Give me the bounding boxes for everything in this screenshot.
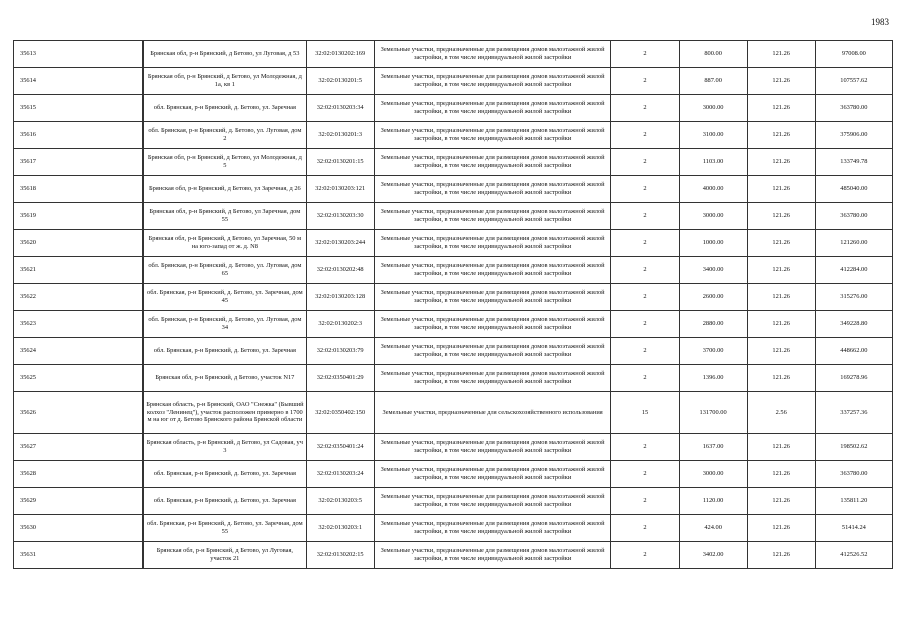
cadastral-number-cell: 32:02:0130203:34 [306, 95, 374, 122]
address-cell: Брянская обл, р-н Брянский, д Бетово, ул Заречная, д 26 [144, 176, 307, 203]
table-row [14, 41, 893, 68]
table-row [14, 365, 893, 392]
cadastral-number-cell: 32:02:0130203:244 [306, 230, 374, 257]
land-use-cell: Земельные участки, предназначенные для размещения домов малоэтажной жилой застройки, в том числе индивидуальной жилой застройки [374, 149, 611, 176]
land-use-cell: Земельные участки, предназначенные для размещения домов малоэтажной жилой застройки, в том числе индивидуальной жилой застройки [374, 41, 611, 68]
group-code-cell: 2 [611, 41, 679, 68]
land-use-cell: Земельные участки, предназначенные для размещения домов малоэтажной жилой застройки, в том числе индивидуальной жилой застройки [374, 338, 611, 365]
cadastral-value-cell: 169278.96 [815, 365, 892, 392]
table-row [14, 230, 893, 257]
cadastral-value-cell: 198502.62 [815, 434, 892, 461]
land-use-cell: Земельные участки, предназначенные для размещения домов малоэтажной жилой застройки, в том числе индивидуальной жилой застройки [374, 311, 611, 338]
row-number-cell: 35615 [14, 95, 143, 122]
land-use-cell: Земельные участки, предназначенные для размещения домов малоэтажной жилой застройки, в том числе индивидуальной жилой застройки [374, 68, 611, 95]
row-number-cell: 35617 [14, 149, 143, 176]
row-number-cell: 35629 [14, 488, 143, 515]
area-cell: 3100.00 [679, 122, 747, 149]
cadastral-number-cell: 32:02:0130203:30 [306, 203, 374, 230]
cadastral-number-cell: 32:02:0130202:48 [306, 257, 374, 284]
cadastral-number-cell: 32:02:0350401:24 [306, 434, 374, 461]
row-number-cell: 35620 [14, 230, 143, 257]
cadastral-number-cell: 32:02:0130203:128 [306, 284, 374, 311]
cadastral-number-cell: 32:02:0350401:29 [306, 365, 374, 392]
area-cell: 3000.00 [679, 95, 747, 122]
land-use-cell: Земельные участки, предназначенные для размещения домов малоэтажной жилой застройки, в том числе индивидуальной жилой застройки [374, 176, 611, 203]
specific-value-cell: 121.26 [747, 95, 815, 122]
specific-value-cell: 121.26 [747, 176, 815, 203]
specific-value-cell: 121.26 [747, 122, 815, 149]
land-use-cell: Земельные участки, предназначенные для сельскохозяйственного использования [374, 392, 611, 434]
address-cell: обл. Брянская, р-н Брянский, д. Бетово, ул. Заречная, дом 55 [144, 515, 307, 542]
specific-value-cell: 121.26 [747, 434, 815, 461]
group-code-cell: 2 [611, 542, 679, 569]
area-cell: 3402.00 [679, 542, 747, 569]
address-cell: обл. Брянская, р-н Брянский, д. Бетово, ул. Луговая, дом 65 [144, 257, 307, 284]
cadastral-value-cell: 337257.36 [815, 392, 892, 434]
group-code-cell: 2 [611, 311, 679, 338]
table-row [14, 461, 893, 488]
specific-value-cell: 121.26 [747, 284, 815, 311]
cadastral-value-cell: 363780.00 [815, 95, 892, 122]
row-number-cell: 35627 [14, 434, 143, 461]
address-cell: обл. Брянская, р-н Брянский, д. Бетово, ул. Заречная [144, 461, 307, 488]
cadastral-value-cell: 107557.62 [815, 68, 892, 95]
specific-value-cell: 121.26 [747, 365, 815, 392]
address-cell: Брянская обл, р-н Брянский, д Бетово, ул Молодежная, д 5 [144, 149, 307, 176]
area-cell: 131700.00 [679, 392, 747, 434]
cadastral-number-cell: 32:02:0130201:3 [306, 122, 374, 149]
address-cell: обл. Брянская, р-н Брянский, д. Бетово, ул. Заречная [144, 488, 307, 515]
cadastral-number-cell: 32:02:0130202:169 [306, 41, 374, 68]
table-row [14, 176, 893, 203]
cadastral-number-cell: 32:02:0130201:5 [306, 68, 374, 95]
address-cell: Брянская обл, р-н Брянский, д Бетово, участок N17 [144, 365, 307, 392]
address-cell: обл. Брянская, р-н Брянский, д. Бетово, ул. Заречная, дом 45 [144, 284, 307, 311]
area-cell: 1637.00 [679, 434, 747, 461]
row-number-cell: 35614 [14, 68, 143, 95]
group-code-cell: 15 [611, 392, 679, 434]
table-row [14, 311, 893, 338]
cadastral-value-table [13, 40, 893, 569]
specific-value-cell: 121.26 [747, 149, 815, 176]
cadastral-value-cell: 135811.20 [815, 488, 892, 515]
area-cell: 887.00 [679, 68, 747, 95]
cadastral-value-cell: 315276.00 [815, 284, 892, 311]
table-row [14, 257, 893, 284]
table-row [14, 488, 893, 515]
address-cell: Брянская обл, р-н Брянский, д Бетово, ул Луговая, участок 21 [144, 542, 307, 569]
cadastral-value-cell: 349228.80 [815, 311, 892, 338]
group-code-cell: 2 [611, 365, 679, 392]
row-number-cell: 35616 [14, 122, 143, 149]
area-cell: 1120.00 [679, 488, 747, 515]
address-cell: Брянская обл, р-н Брянский, д Бетово, ул Заречная, 50 м на юго-запад от ж. д. N8 [144, 230, 307, 257]
cadastral-value-cell: 448662.00 [815, 338, 892, 365]
area-cell: 1103.00 [679, 149, 747, 176]
land-use-cell: Земельные участки, предназначенные для размещения домов малоэтажной жилой застройки, в том числе индивидуальной жилой застройки [374, 122, 611, 149]
cadastral-number-cell: 32:02:0130201:15 [306, 149, 374, 176]
table-row [14, 338, 893, 365]
land-use-cell: Земельные участки, предназначенные для размещения домов малоэтажной жилой застройки, в том числе индивидуальной жилой застройки [374, 542, 611, 569]
area-cell: 1396.00 [679, 365, 747, 392]
group-code-cell: 2 [611, 338, 679, 365]
group-code-cell: 2 [611, 461, 679, 488]
table-row [14, 122, 893, 149]
specific-value-cell: 121.26 [747, 311, 815, 338]
address-cell: обл. Брянская, р-н Брянский, д. Бетово, ул. Луговая, дом 2 [144, 122, 307, 149]
area-cell: 4000.00 [679, 176, 747, 203]
address-cell: Брянская область, р-н Брянский, д Бетово, ул Садовая, уч 3 [144, 434, 307, 461]
cadastral-number-cell: 32:02:0130202:15 [306, 542, 374, 569]
cadastral-value-cell: 97008.00 [815, 41, 892, 68]
specific-value-cell: 121.26 [747, 230, 815, 257]
cadastral-number-cell: 32:02:0130203:1 [306, 515, 374, 542]
cadastral-value-cell: 363780.00 [815, 461, 892, 488]
group-code-cell: 2 [611, 95, 679, 122]
area-cell: 3400.00 [679, 257, 747, 284]
cadastral-number-cell: 32:02:0350402:150 [306, 392, 374, 434]
cadastral-number-cell: 32:02:0130203:79 [306, 338, 374, 365]
group-code-cell: 2 [611, 257, 679, 284]
group-code-cell: 2 [611, 434, 679, 461]
row-number-cell: 35625 [14, 365, 143, 392]
row-number-cell: 35628 [14, 461, 143, 488]
area-cell: 3700.00 [679, 338, 747, 365]
cadastral-number-cell: 32:02:0130203:121 [306, 176, 374, 203]
specific-value-cell: 121.26 [747, 488, 815, 515]
cadastral-value-cell: 412284.00 [815, 257, 892, 284]
cadastral-number-cell: 32:02:0130203:24 [306, 461, 374, 488]
land-use-cell: Земельные участки, предназначенные для размещения домов малоэтажной жилой застройки, в том числе индивидуальной жилой застройки [374, 230, 611, 257]
area-cell: 424.00 [679, 515, 747, 542]
land-use-cell: Земельные участки, предназначенные для размещения домов малоэтажной жилой застройки, в том числе индивидуальной жилой застройки [374, 461, 611, 488]
row-number-cell: 35630 [14, 515, 143, 542]
cadastral-number-cell: 32:02:0130202:3 [306, 311, 374, 338]
group-code-cell: 2 [611, 122, 679, 149]
row-number-cell: 35623 [14, 311, 143, 338]
land-use-cell: Земельные участки, предназначенные для размещения домов малоэтажной жилой застройки, в том числе индивидуальной жилой застройки [374, 284, 611, 311]
table-row [14, 95, 893, 122]
group-code-cell: 2 [611, 176, 679, 203]
land-use-cell: Земельные участки, предназначенные для размещения домов малоэтажной жилой застройки, в том числе индивидуальной жилой застройки [374, 434, 611, 461]
specific-value-cell: 121.26 [747, 461, 815, 488]
table-row [14, 68, 893, 95]
table-row [14, 515, 893, 542]
table-body [14, 41, 893, 569]
row-number-cell: 35618 [14, 176, 143, 203]
table-row [14, 392, 893, 434]
area-cell: 3000.00 [679, 203, 747, 230]
cadastral-value-cell: 51414.24 [815, 515, 892, 542]
area-cell: 800.00 [679, 41, 747, 68]
group-code-cell: 2 [611, 203, 679, 230]
specific-value-cell: 121.26 [747, 338, 815, 365]
page-number: 1983 [871, 17, 889, 27]
group-code-cell: 2 [611, 515, 679, 542]
row-number-cell: 35631 [14, 542, 143, 569]
group-code-cell: 2 [611, 284, 679, 311]
table-row [14, 203, 893, 230]
table-row [14, 284, 893, 311]
land-use-cell: Земельные участки, предназначенные для размещения домов малоэтажной жилой застройки, в том числе индивидуальной жилой застройки [374, 95, 611, 122]
specific-value-cell: 121.26 [747, 515, 815, 542]
cadastral-value-cell: 133749.78 [815, 149, 892, 176]
area-cell: 2600.00 [679, 284, 747, 311]
land-use-cell: Земельные участки, предназначенные для размещения домов малоэтажной жилой застройки, в том числе индивидуальной жилой застройки [374, 515, 611, 542]
address-cell: обл. Брянская, р-н Брянский, д. Бетово, ул. Луговая, дом 34 [144, 311, 307, 338]
address-cell: обл. Брянская, р-н Брянский, д. Бетово, ул. Заречная [144, 338, 307, 365]
specific-value-cell: 121.26 [747, 68, 815, 95]
cadastral-value-cell: 412526.52 [815, 542, 892, 569]
cadastral-value-cell: 375906.00 [815, 122, 892, 149]
table-row [14, 434, 893, 461]
specific-value-cell: 2.56 [747, 392, 815, 434]
land-use-cell: Земельные участки, предназначенные для размещения домов малоэтажной жилой застройки, в том числе индивидуальной жилой застройки [374, 365, 611, 392]
specific-value-cell: 121.26 [747, 41, 815, 68]
land-use-cell: Земельные участки, предназначенные для размещения домов малоэтажной жилой застройки, в том числе индивидуальной жилой застройки [374, 203, 611, 230]
address-cell: Брянская обл, р-н Брянский, д Бетово, ул Луговая, д 53 [144, 41, 307, 68]
table-row [14, 542, 893, 569]
land-use-cell: Земельные участки, предназначенные для размещения домов малоэтажной жилой застройки, в том числе индивидуальной жилой застройки [374, 257, 611, 284]
cadastral-value-cell: 485040.00 [815, 176, 892, 203]
row-number-cell: 35624 [14, 338, 143, 365]
area-cell: 3000.00 [679, 461, 747, 488]
row-number-cell: 35622 [14, 284, 143, 311]
land-use-cell: Земельные участки, предназначенные для размещения домов малоэтажной жилой застройки, в том числе индивидуальной жилой застройки [374, 488, 611, 515]
address-cell: Брянская обл, р-н Брянский, д Бетово, ул Молодежная, д 1а, кв 1 [144, 68, 307, 95]
row-number-cell: 35613 [14, 41, 143, 68]
cadastral-value-cell: 121260.00 [815, 230, 892, 257]
address-cell: Брянская обл, р-н Брянский, д Бетово, ул Заречная, дом 55 [144, 203, 307, 230]
area-cell: 1000.00 [679, 230, 747, 257]
row-number-cell: 35619 [14, 203, 143, 230]
group-code-cell: 2 [611, 149, 679, 176]
group-code-cell: 2 [611, 68, 679, 95]
address-cell: Брянская область, р-н Брянский, ОАО "Снежка" (Бывший колхоз "Ленинец"), участок расположен примерно в 1700 м на юг от д. Бетово Брянского района Брянской области [144, 392, 307, 434]
specific-value-cell: 121.26 [747, 257, 815, 284]
specific-value-cell: 121.26 [747, 203, 815, 230]
address-cell: обл. Брянская, р-н Брянский, д. Бетово, ул. Заречная [144, 95, 307, 122]
area-cell: 2880.00 [679, 311, 747, 338]
cadastral-value-cell: 363780.00 [815, 203, 892, 230]
row-number-cell: 35626 [14, 392, 143, 434]
specific-value-cell: 121.26 [747, 542, 815, 569]
cadastral-number-cell: 32:02:0130203:5 [306, 488, 374, 515]
group-code-cell: 2 [611, 230, 679, 257]
group-code-cell: 2 [611, 488, 679, 515]
row-number-cell: 35621 [14, 257, 143, 284]
table-row [14, 149, 893, 176]
